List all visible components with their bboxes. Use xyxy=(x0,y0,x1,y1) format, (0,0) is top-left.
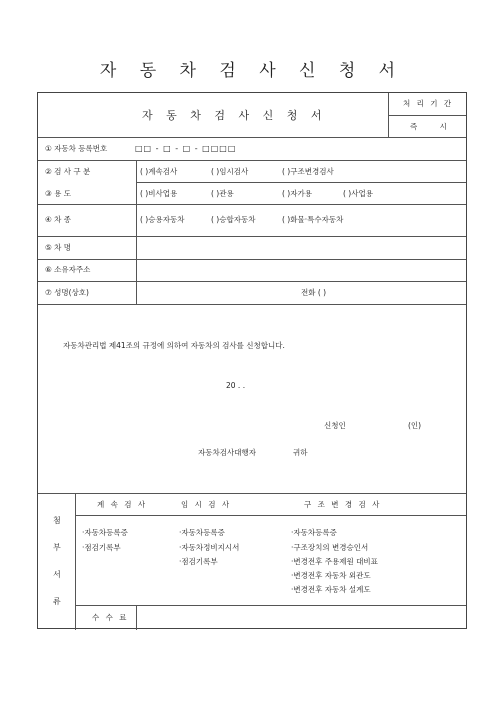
processing-period-label: 처 리 기 간 xyxy=(403,99,454,108)
attach-item: ·자동차등록증 xyxy=(291,528,337,537)
fee-label: 수 수 료 xyxy=(92,613,129,622)
attach-item: ·자동차등록증 xyxy=(82,528,128,537)
attach-item: ·변경전후 주용제원 대비표 xyxy=(291,557,378,566)
honorific: 귀하 xyxy=(293,448,308,457)
attach-item: ·점검기록부 xyxy=(82,543,121,552)
seal-mark: (인) xyxy=(408,421,422,430)
attach-item: ·구조장치의 변경승인서 xyxy=(291,543,369,552)
attach-col-structural-header: 구 조 변 경 검 사 xyxy=(304,500,382,509)
attachments-label-1: 첨 xyxy=(53,516,61,525)
attach-col-temporary-header: 임 시 검 사 xyxy=(181,500,232,509)
category-option-temporary[interactable]: ( )임시검사 xyxy=(211,167,249,176)
vehicle-name-field[interactable] xyxy=(138,238,463,257)
page-title: 자 동 차 검 사 신 청 서 xyxy=(99,61,405,81)
vehicle-type-passenger[interactable]: ( )승용자동차 xyxy=(140,215,185,224)
owner-address-field[interactable] xyxy=(138,261,463,279)
vehicle-name-label: ⑤ 차 명 xyxy=(45,243,71,252)
applicant-label: 신청인 xyxy=(324,421,346,430)
owner-address-label: ⑥ 소유자주소 xyxy=(45,265,91,274)
category-label: ② 검 사 구 분 xyxy=(45,167,91,176)
reg-no-label: ① 자동차 등록번호 xyxy=(45,144,108,153)
phone-field[interactable]: 전화 ( ) xyxy=(301,288,327,297)
vehicle-type-van[interactable]: ( )승합자동차 xyxy=(211,215,256,224)
application-statement: 자동차관리법 제41조의 규정에 의하여 자동차의 검사를 신청합니다. xyxy=(63,341,285,350)
name-field[interactable] xyxy=(138,283,288,302)
usage-option-nonbusiness[interactable]: ( )비사업용 xyxy=(140,189,178,198)
attachments-label-4: 류 xyxy=(53,597,61,606)
category-option-structural[interactable]: ( )구조변경검사 xyxy=(282,167,334,176)
attach-item: ·점검기록부 xyxy=(179,557,218,566)
application-date[interactable]: 20 . . xyxy=(226,381,246,390)
processing-period-value: 즉 시 xyxy=(410,122,457,131)
vehicle-type-label: ④ 차 종 xyxy=(45,215,71,224)
reg-no-boxes[interactable]: □□ - □ - □ - □□□□ xyxy=(135,144,237,153)
name-label: ⑦ 성명(상호) xyxy=(45,288,89,297)
category-option-continuous[interactable]: ( )계속검사 xyxy=(140,167,178,176)
attach-item: ·변경전후 자동차 설계도 xyxy=(291,585,371,594)
attach-item: ·자동차등록증 xyxy=(179,528,225,537)
usage-option-business[interactable]: ( )사업용 xyxy=(343,189,373,198)
usage-label: ③ 용 도 xyxy=(45,189,71,198)
usage-option-private[interactable]: ( )자가용 xyxy=(282,189,312,198)
vehicle-type-truck[interactable]: ( )화물·특수자동차 xyxy=(282,215,344,224)
attach-col-continuous-header: 계 속 검 사 xyxy=(97,500,148,509)
form-title: 자 동 차 검 사 신 청 서 xyxy=(142,109,327,122)
inspection-agency: 자동차검사대행자 xyxy=(198,448,256,457)
attachments-label-2: 부 xyxy=(53,543,61,552)
fee-field[interactable] xyxy=(138,607,463,627)
attachments-label-3: 서 xyxy=(53,570,61,579)
attach-item: ·자동차정비지시서 xyxy=(179,543,240,552)
usage-option-government[interactable]: ( )관용 xyxy=(211,189,234,198)
application-form xyxy=(37,92,467,629)
attach-item: ·변경전후 자동차 외관도 xyxy=(291,571,371,580)
